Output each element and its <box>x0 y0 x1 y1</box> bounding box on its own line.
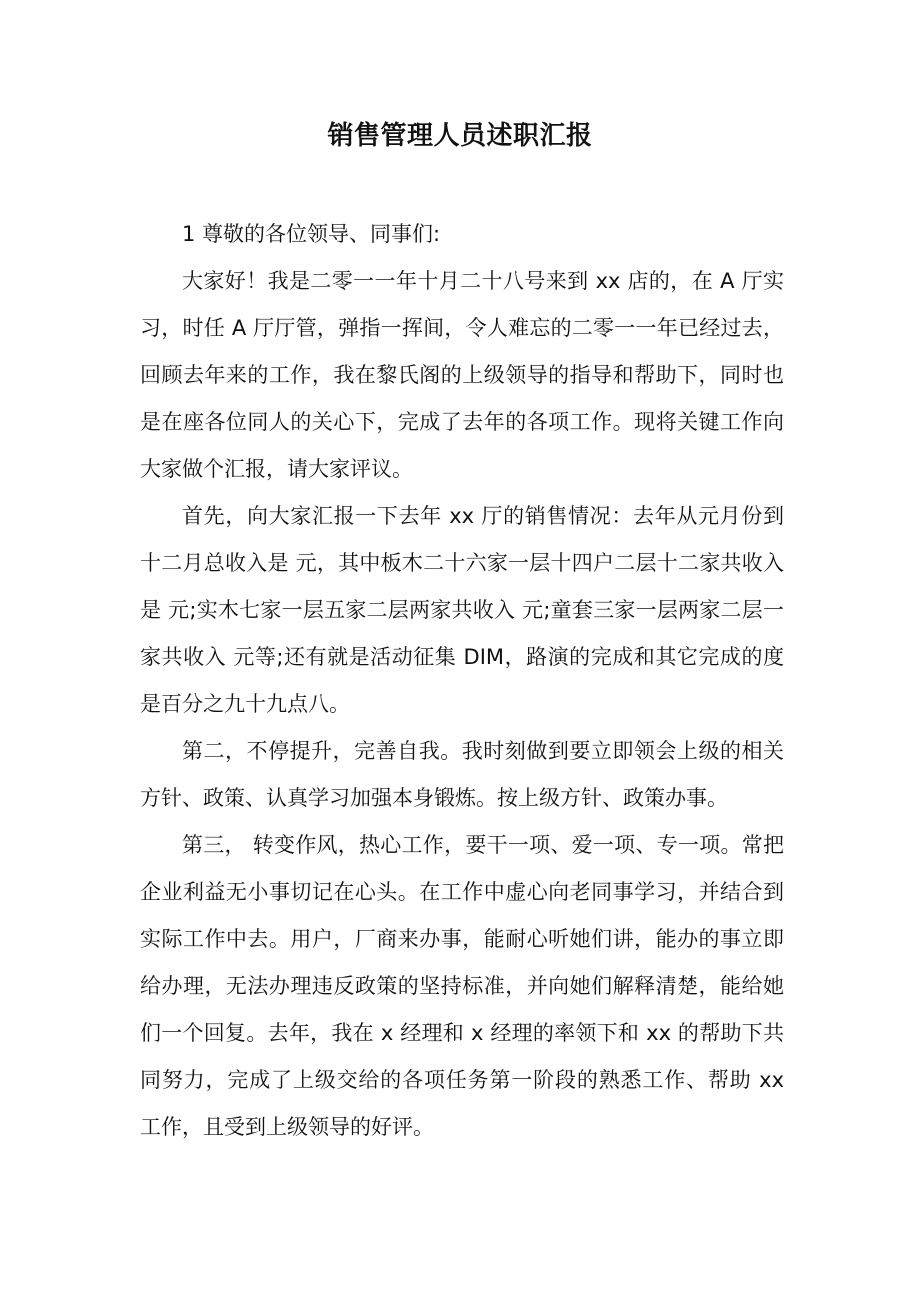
sales-paragraph: 首先，向大家汇报一下去年 xx 厅的销售情况：去年从元月份到十二月总收入是 元，其中板木二十六家一层十四户二层十二家共收入是 元;实木七家一层五家二层两家共收入 元;童套三家一层两家二层一家共收入 元等;还有就是活动征集 DIM，路演的完成和其它完成的度是百分之九十九点八。 <box>140 504 784 716</box>
second-point-paragraph: 第二，不停提升，完善自我。我时刻做到要立即领会上级的相关方针、政策、认真学习加强本身锻炼。按上级方针、政策办事。 <box>140 739 784 810</box>
intro-paragraph: 大家好！我是二零一一年十月二十八号来到 xx 店的，在 A 厅实习，时任 A 厅厅管，弹指一挥间，令人难忘的二零一一年已经过去，回顾去年来的工作，我在黎氏阁的上级领导的指导和帮助下，同时也是在座各位同人的关心下，完成了去年的各项工作。现将关键工作向大家做个汇报，请大家评议。 <box>140 269 784 481</box>
salutation-paragraph: 1 尊敬的各位领导、同事们: <box>182 222 441 246</box>
document-body <box>140 211 784 1151</box>
document-title: 销售管理人员述职汇报 <box>327 121 593 151</box>
third-point-paragraph: 第三， 转变作风，热心工作，要干一项、爱一项、专一项。常把企业利益无小事切记在心头。在工作中虚心向老同事学习，并结合到实际工作中去。用户，厂商来办事，能耐心听她们讲，能办的事立即给办理，无法办理违反政策的坚持标准，并向她们解释清楚，能给她们一个回复。去年，我在 x 经理和 x 经理的率领下和 xx 的帮助下共同努力，完成了上级交给的各项任务第一阶段的熟悉工作、帮助 xx 工作，且受到上级领导的好评。 <box>140 833 784 1139</box>
